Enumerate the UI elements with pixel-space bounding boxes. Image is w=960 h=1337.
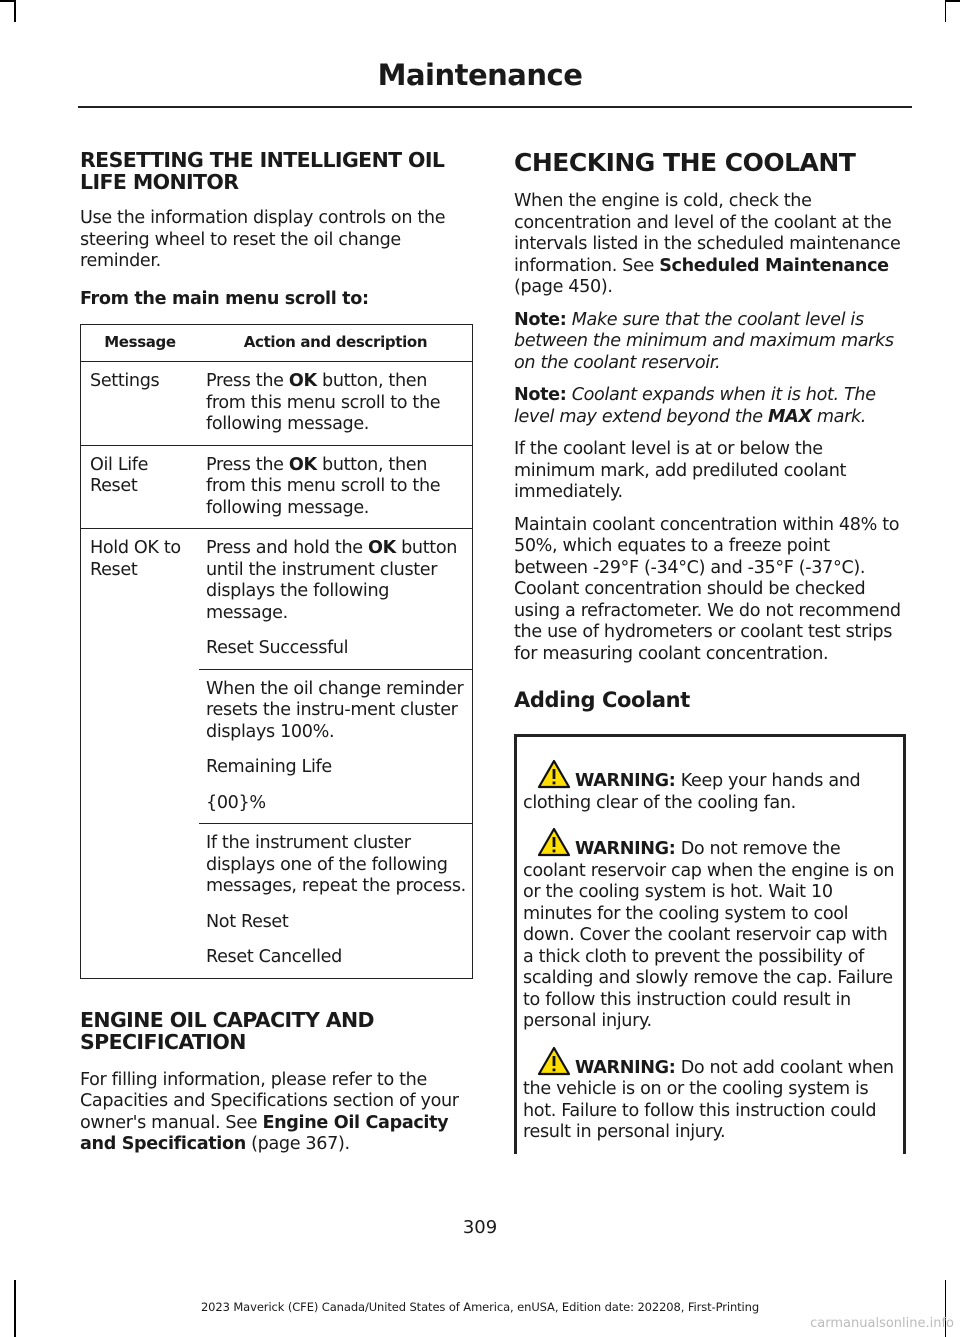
oil-capacity-heading: ENGINE OIL CAPACITY AND SPECIFICATION xyxy=(80,1007,374,1054)
message-cell: Oil Life Reset xyxy=(81,445,200,529)
display-message: Reset Successful xyxy=(206,638,349,658)
edition-info: 2023 Maverick (CFE) Canada/United States of America, enUSA, Edition date: 202208, First-Printing xyxy=(200,1300,760,1314)
crop-mark xyxy=(945,0,947,22)
action-cell: Press and hold the OK button until the instrument cluster displays the following message. Reset Successful xyxy=(199,529,473,670)
reset-oil-monitor-heading: RESETTING THE INTELLIGENT OIL LIFE MONITOR xyxy=(80,148,445,194)
coolant-low-level-text: If the coolant level is at or below the minimum mark, add prediluted coolant immediately. xyxy=(514,439,847,502)
display-message: Not Reset xyxy=(206,911,289,932)
crop-mark xyxy=(945,0,960,2)
coolant-intro-text: When the engine is cold, check the concentration and level of the coolant at the intervals listed in the scheduled maintenance information. See Scheduled Maintenance (page 450). xyxy=(514,191,901,297)
message-cell: Hold OK to Reset xyxy=(81,529,200,979)
coolant-concentration-text: Maintain coolant concentration within 48% to 50%, which equates to a freeze point between -29°F (-34°C) and -35°F (-37°C). Coolant concentration should be checked using a refractometer. We do not recommend the use of hydrometers or coolant test strips for measuring coolant concentration. xyxy=(514,514,901,664)
display-message: {00}% xyxy=(206,792,266,813)
scroll-to-label: From the main menu scroll to: xyxy=(80,288,369,309)
warning-box xyxy=(514,734,906,1154)
table-row xyxy=(81,529,473,670)
page-title: Maintenance xyxy=(377,58,583,92)
crop-mark xyxy=(0,0,15,2)
message-column-header: Message xyxy=(81,325,200,362)
action-column-header: Action and description xyxy=(199,325,473,362)
adding-coolant-heading: Adding Coolant xyxy=(514,688,690,712)
scheduled-maintenance-link[interactable]: Scheduled Maintenance xyxy=(659,255,889,276)
coolant-note-2: Note: Coolant expands when it is hot. The level may extend beyond the MAX mark. xyxy=(514,385,876,427)
warning-item: WARNING: Keep your hands and clothing clear of the cooling fan. xyxy=(523,759,897,814)
header-divider xyxy=(78,106,912,108)
left-column xyxy=(80,140,473,1156)
action-cell: Press the OK button, then from this menu scroll to the following message. xyxy=(199,445,473,529)
oil-capacity-text: For filling information, please refer to the Capacities and Specifications section of your owner's manual. See Engine Oil Capacity and Specification (page 367). xyxy=(80,1069,459,1154)
warning-triangle-icon xyxy=(537,827,571,857)
checking-coolant-heading: CHECKING THE COOLANT xyxy=(514,148,856,177)
action-cell: If the instrument cluster displays one of the following messages, repeat the process. Not Reset Reset Cancelled xyxy=(199,824,473,979)
right-column xyxy=(514,140,906,1154)
oil-capacity-link[interactable]: Engine Oil Capacity and Specification xyxy=(80,1112,449,1154)
table-row xyxy=(81,362,473,446)
page-number: 309 xyxy=(462,1217,498,1238)
action-cell: When the oil change reminder resets the instru-ment cluster displays 100%. Remaining Life {00}% xyxy=(199,669,473,824)
table-row xyxy=(81,445,473,529)
crop-mark xyxy=(14,0,16,22)
warning-item: WARNING: Do not add coolant when the vehicle is on or the cooling system is hot. Failure to follow this instruction could result in personal injury. xyxy=(523,1046,897,1144)
reset-intro-text: Use the information display controls on the steering wheel to reset the oil change reminder. xyxy=(80,208,446,271)
oil-reset-message-table xyxy=(80,324,473,979)
warning-triangle-icon xyxy=(537,1046,571,1076)
warning-triangle-icon xyxy=(537,759,571,789)
action-cell: Press the OK button, then from this menu scroll to the following message. xyxy=(199,362,473,446)
coolant-note-1: Note: Make sure that the coolant level is between the minimum and maximum marks on the coolant reservoir. xyxy=(514,309,894,373)
display-message: Reset Cancelled xyxy=(206,947,342,967)
watermark: carmanualsonline.info xyxy=(810,1316,954,1331)
message-cell: Settings xyxy=(81,362,200,446)
display-message: Remaining Life xyxy=(206,757,332,777)
warning-item: WARNING: Do not remove the coolant reservoir cap when the engine is on or the cooling system is hot. Wait 10 minutes for the cooling system to cool down. Cover the coolant reservoir cap with a thick cloth to prevent the possibility of scalding and slowly remove the cap. Failure to follow this instruction could result in personal injury. xyxy=(523,827,897,1033)
